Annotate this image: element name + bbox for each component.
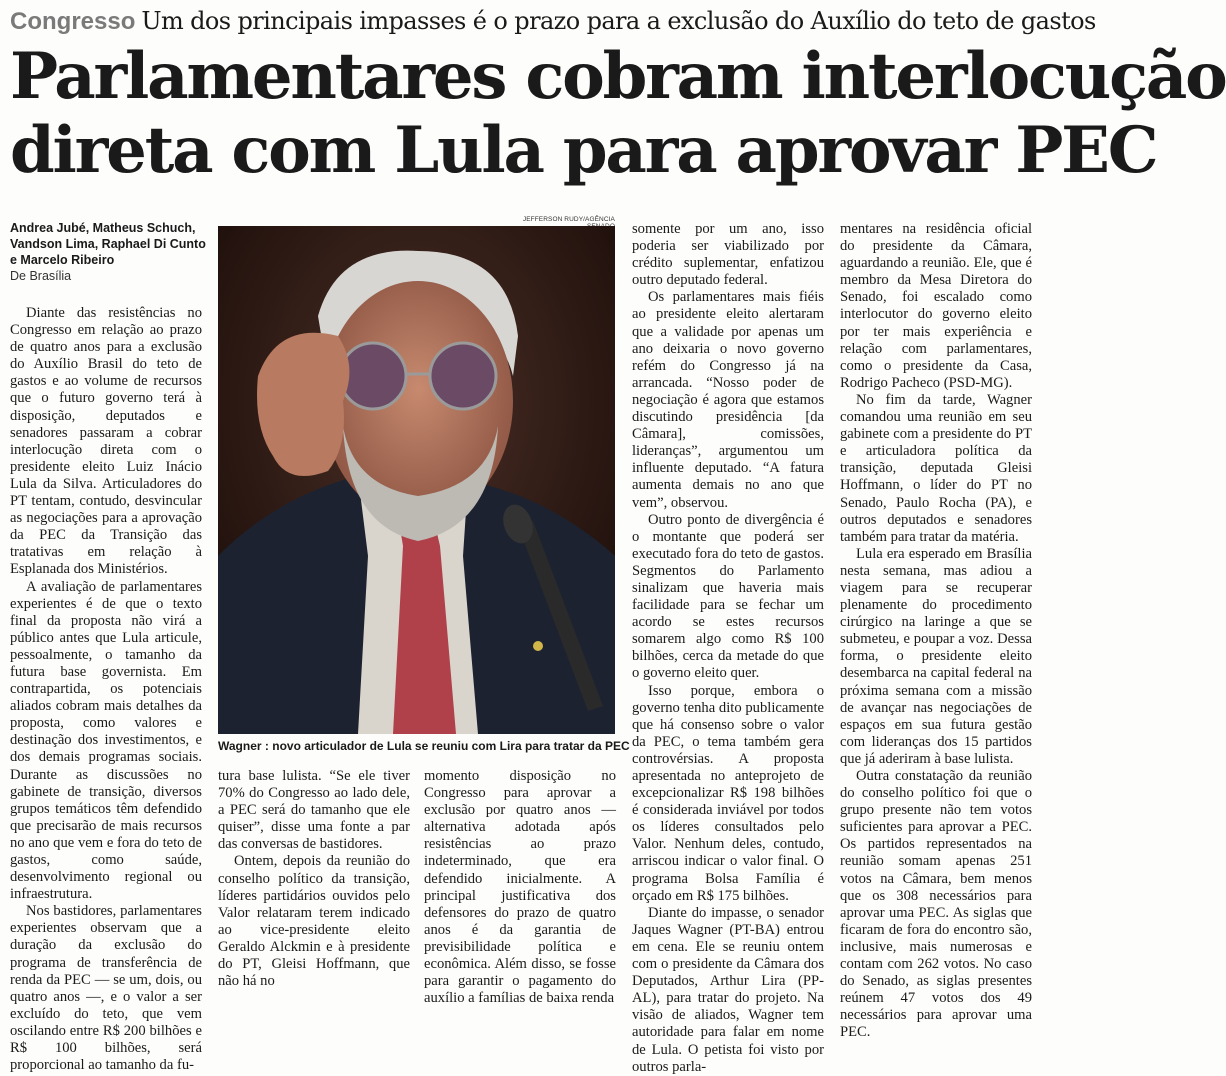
- paragraph: Isso porque, embora o governo tenha dito publicamente que há consenso sobre o valor da PEC, o tema também gera controvérsias. A proposta apresentada no anteprojeto de excepcionalizar R$ 198 bilhões é considerada inviável por todos os líderes consultados pelo Valor. Nenhum deles, contudo, arriscou indicar o valor final. O programa Bolsa Família é orçado em R$ 175 bilhões.: [632, 682, 824, 904]
- paragraph: A avaliação de parlamentares experientes é de que o texto final da proposta não virá a público antes que Lula articule, pessoalmente, o tamanho da futura base governista. Em contrapartida, os potenciais aliados cobram mais detalhes da proposta, como valores e destinação dos investimentos, e dos demais programas sociais. Durante as discussões no gabinete de transição, diversos grupos temáticos têm defendido que precisarão de mais recursos no ano que vem e fora do teto de gastos, como saúde, desenvolvimento regional ou infraestrutura.: [10, 578, 202, 903]
- paragraph: somente por um ano, isso poderia ser viabilizado por crédito suplementar, enfatizou outro deputado federal.: [632, 221, 824, 289]
- paragraph: momento disposição no Congresso para aprovar a exclusão por quatro anos — alternativa adotada após resistências ao prazo indeterminado, que era defendido inicialmente. A principal justificativa dos defensores do prazo de quatro anos é da garantia de previsibilidade política e econômica. Além disso, se fosse para garantir o pagamento do auxílio a famílias de baixa renda: [424, 768, 616, 1007]
- photo-jaques-wagner: [218, 226, 615, 734]
- kicker: [10, 4, 1096, 38]
- section-tag: Congresso: [10, 8, 136, 35]
- caption-lead: Wagner :: [218, 739, 273, 753]
- column-3: [424, 768, 616, 1007]
- column-5: [840, 221, 1032, 1042]
- kicker-text: Um dos principais impasses é o prazo para a exclusão do Auxílio do teto de gastos: [141, 7, 1096, 35]
- photo-credit: JEFFERSON RUDY/AGÊNCIA: [522, 216, 615, 223]
- paragraph: Outro ponto de divergência é o montante que poderá ser executado fora do teto de gastos. Segmentos do Parlamento sinalizam que haveria mais facilidade para se fechar um acordo se estes recursos somarem algo como R$ 100 bilhões, cerca da metade do que o governo eleito quer.: [632, 511, 824, 682]
- paragraph: Diante do impasse, o senador Jaques Wagner (PT-BA) entrou em cena. Ele se reuniu ontem com o presidente da Câmara dos Deputados, Arthur Lira (PP-AL), para tratar do projeto. Na visão de aliados, Wagner tem autoridade para falar em nome de Lula. O petista foi visto por outros parla-: [632, 904, 824, 1075]
- headline: [10, 39, 1226, 188]
- paragraph: Outra constatação da reunião do conselho político foi que o grupo presente não tem votos suficientes para aprovar a PEC. Os partidos representados na reunião somam apenas 251 votos na Câmara, bem menos que os 308 necessários para aprovar uma PEC. As siglas que ficaram de fora do encontro são, inclusive, mais numerosas e contam com 262 votos. No caso do Senado, as siglas presentes reúnem 47 votos dos 49 necessários para aprovar uma PEC.: [840, 768, 1032, 1041]
- paragraph: mentares na residência oficial do presidente da Câmara, aguardando a reunião. Ele, que é membro da Mesa Diretora do Senado, foi escalado como interlocutor do governo eleito por ter mais experiência e relação com parlamentares, como o presidente da Casa, Rodrigo Pacheco (PSD-MG).: [840, 221, 1032, 391]
- paragraph: Lula era esperado em Brasília nesta semana, mas adiou a viagem para se recuperar plenamente do procedimento cirúrgico na laringe a que se submeteu, e poupar a voz. Dessa forma, o presidente eleito desembarca na capital federal na próxima semana com a missão de avançar nas negociações de espaços em sua futura gestão com lideranças dos 15 partidos que já aderiram à base lulista.: [840, 545, 1032, 767]
- paragraph: No fim da tarde, Wagner comandou uma reunião em seu gabinete com a presidente do PT e articuladora política da transição, deputada Gleisi Hoffmann, o líder do PT no Senado, Paulo Rocha (PA), e outros deputados e senadores também para tratar da matéria.: [840, 391, 1032, 545]
- paragraph: Os parlamentares mais fiéis ao presidente eleito alertaram que a validade por apenas um ano deixaria o novo governo refém do Congresso já na arrancada. “Nosso poder de negociação é agora que estamos discutindo presidência [da Câmara], comissões, lideranças”, argumentou um influente deputado. “A fatura aumenta demais no ano que vem”, observou.: [632, 289, 824, 511]
- paragraph: Diante das resistências no Congresso em relação ao prazo de quatro anos para a exclusão do Auxílio Brasil do teto de gastos e ao volume de recursos que o futuro governo terá à disposição, deputados e senadores passaram a cobrar interlocução direta com o presidente eleito Luiz Inácio Lula da Silva. Articuladores do PT tentam, contudo, desvincular as negociações para a aprovação da PEC da Transição das tratativas em relação à Esplanada dos Ministérios.: [10, 305, 202, 578]
- byline-authors: Andrea Jubé, Matheus Schuch, Vandson Lima, Raphael Di Cunto e Marcelo Ribeiro: [10, 221, 206, 267]
- paragraph: tura base lulista. “Se ele tiver 70% do Congresso ao lado dele, a PEC será do tamanho que ele quiser”, disse uma fonte a par das conversas de bastidores.: [218, 768, 410, 853]
- byline: [10, 220, 210, 284]
- caption-text: novo articulador de Lula se reuniu com Lira para tratar da PEC: [272, 739, 630, 753]
- byline-place: De Brasília: [10, 269, 72, 283]
- photo-caption: [218, 738, 630, 754]
- column-4: [632, 221, 824, 1076]
- headline-line-2: direta com Lula para aprovar PEC: [10, 113, 1157, 188]
- column-2: [218, 768, 410, 990]
- column-1: [10, 305, 202, 1074]
- paragraph: Ontem, depois da reunião do conselho político da transição, líderes partidários ouvidos pelo Valor relataram terem indicado ao vice-presidente eleito Geraldo Alckmin e à presidente do PT, Gleisi Hoffmann, que não há no: [218, 853, 410, 990]
- headline-line-1: Parlamentares cobram interlocução: [10, 39, 1226, 114]
- paragraph: Nos bastidores, parlamentares experientes observam que a duração da exclusão do programa de transferência de renda da PEC — se um, dois, ou quatro anos —, e o valor a ser excluído do teto, que vem oscilando entre R$ 200 bilhões e R$ 100 bilhões, será proporcional ao tamanho da fu-: [10, 903, 202, 1074]
